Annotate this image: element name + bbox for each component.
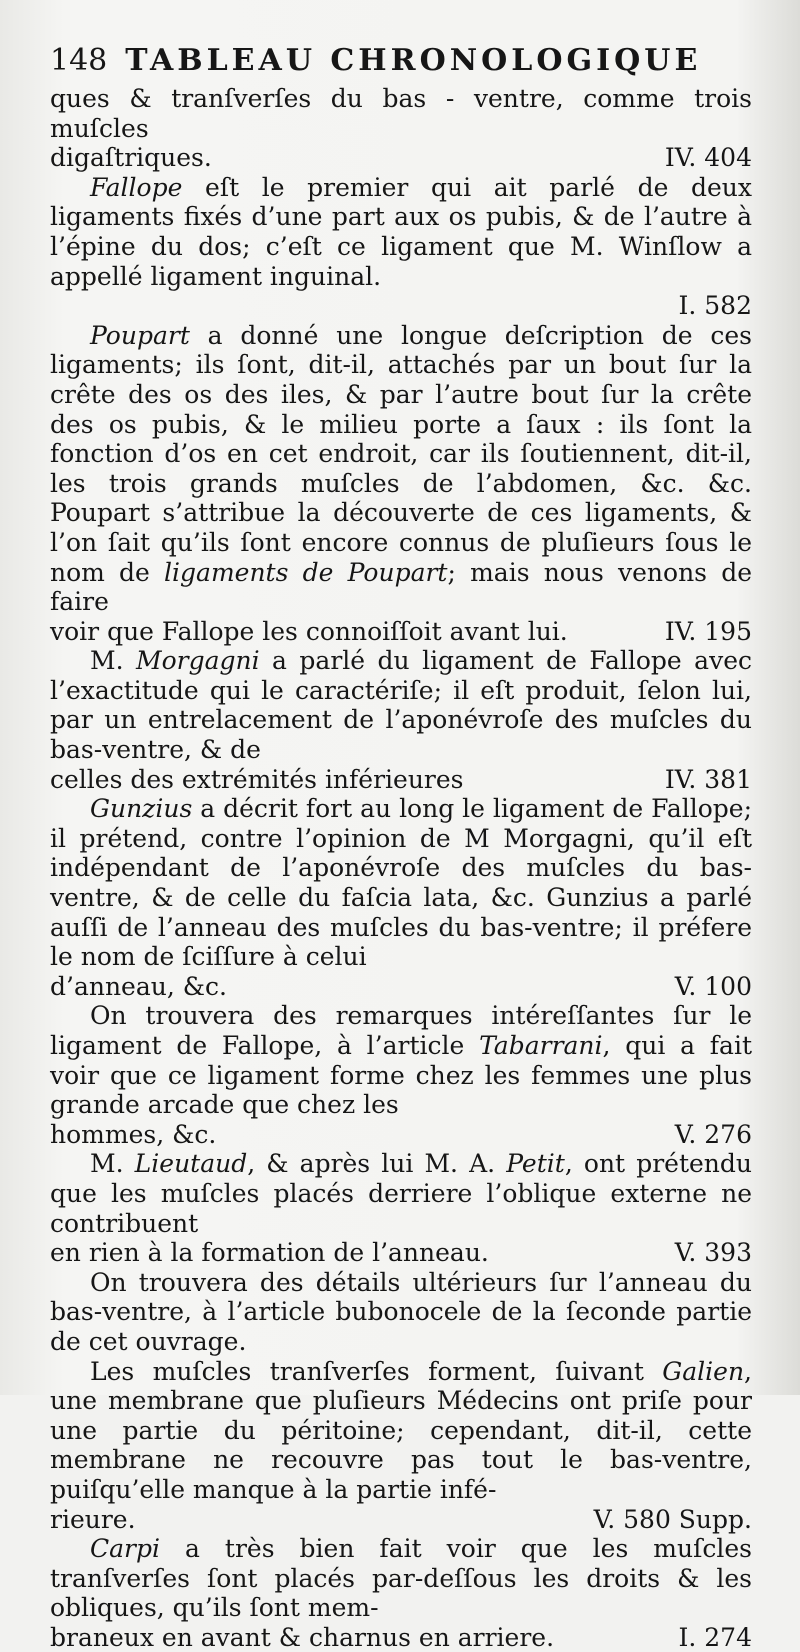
entry-body: Les muſcles tranſverſes forment, ſuivant Galien, une membrane que pluſieurs Médecins ont priſe pour une partie du péritoine; cependant, dit-il, cette membrane ne recouvre pas tout le bas-ventre, puiſqu’elle manque à la partie infé-	[50, 1356, 752, 1504]
author-name: Lieutaud	[134, 1149, 248, 1179]
entry-last-line: celles des extrémités inférieures IV. 381	[50, 764, 752, 794]
entry-last-line: en rien à la formation de l’anneau. V. 393	[50, 1238, 752, 1268]
entry-body: On trouvera des détails ultérieurs ſur l’anneau du bas-ventre, à l’article bubonocele de la ſeconde partie de cet ouvrage.	[50, 1267, 752, 1356]
author-name: Gunzius	[90, 794, 193, 824]
page-header	[50, 40, 752, 82]
entry-body: On trouvera des remarques intéreſſantes ſur le ligament de Fallope, à l’article Tabarrani, qui a fait voir que ce ligament forme chez les femmes une plus grande arcade que chez les	[50, 1001, 752, 1120]
entry-paragraph	[50, 794, 752, 1001]
entry-last-line: braneux en avant & charnus en arriere. I. 274	[50, 1622, 752, 1652]
entry-body: Carpi a très bien fait voir que les muſcles tranſverſes ſont placés par-deſſous les droits & les obliques, qu’ils ſont mem-	[50, 1534, 752, 1623]
entry-paragraph	[50, 1268, 752, 1357]
entry-paragraph	[50, 1534, 752, 1652]
page-number: 148	[50, 43, 108, 78]
entry-last-line: digaſtriques. IV. 404	[50, 143, 752, 173]
entry-last-line: d’anneau, &c. V. 100	[50, 971, 752, 1001]
entry-body: M. Lieutaud, & après lui M. A. Petit, ont prétendu que les muſcles placés derriere l’oblique externe ne contribuent	[50, 1149, 752, 1238]
author-name: Carpi	[90, 1534, 160, 1564]
entry-paragraph	[50, 173, 752, 321]
author-name: Morgagni	[136, 646, 260, 676]
entry-body: Fallope eſt le premier qui ait parlé de deux ligaments fixés d’une part aux os pubis, & de l’autre à l’épine du dos; c’eſt ce ligament que M. Winſlow a appellé ligament inguinal.	[50, 172, 752, 291]
entry-last-line: rieure. V. 580 Supp.	[50, 1504, 752, 1534]
volume-page-reference: V. 100	[674, 971, 752, 1001]
entry-paragraph	[50, 1001, 752, 1149]
entry-body: M. Morgagni a parlé du ligament de Fallope avec l’exactitude qui le caractériſe; il eſt produit, ſelon lui, par un entrelacement de l’aponévroſe des muſcles du bas-ventre, & de	[50, 646, 752, 765]
volume-page-reference: IV. 381	[664, 764, 752, 794]
entry-paragraph	[50, 1357, 752, 1535]
entry-body: Gunzius a décrit fort au long le ligament de Fallope; il prétend, contre l’opinion de M Morgagni, qu’il eſt indépendant de l’aponévroſe des muſcles du bas-ventre, & de celle du faſcia lata, &c. Gunzius a parlé auſſi de l’anneau des muſcles du bas-ventre; il préfere le nom de ſciſſure à celui	[50, 794, 752, 972]
volume-page-reference: V. 276	[674, 1119, 752, 1149]
volume-page-reference: V. 580 Supp.	[593, 1504, 752, 1534]
volume-page-reference: IV. 404	[664, 143, 752, 173]
entry-paragraph	[50, 646, 752, 794]
entry-body: ques & tranſverſes du bas - ventre, comme trois muſcles	[50, 84, 752, 143]
author-name: Fallope	[90, 172, 183, 202]
volume-page-reference: IV. 195	[664, 616, 752, 646]
volume-page-reference: I. 274	[678, 1622, 752, 1652]
running-head: TABLEAU CHRONOLOGIQUE	[125, 43, 702, 78]
entry-last-line: voir que Fallope les connoiſſoit avant lui. IV. 195	[50, 616, 752, 646]
entry-last-line: hommes, &c. V. 276	[50, 1119, 752, 1149]
volume-page-reference: V. 393	[674, 1238, 752, 1268]
entry-body: Poupart a donné une longue deſcription de ces ligaments; ils ſont, dit-il, attachés par un bout ſur la crête des os des iles, & par l’autre bout ſur la crête des os pubis, & le milieu porte a ſaux : ils ſont la fonction d’os en cet endroit, car ils ſoutiennent, dit-il, les trois grands muſcles de l’abdomen, &c. &c. Poupart s’attribue la découverte de ces ligaments, & l’on ſait qu’ils ſont encore connus de pluſieurs ſous le nom de ligaments de Poupart; mais nous venons de faire	[50, 320, 752, 617]
entry-paragraph	[50, 1149, 752, 1267]
volume-page-reference: I. 582	[678, 291, 752, 321]
author-name: Poupart	[90, 320, 190, 350]
entry-paragraph	[50, 321, 752, 647]
entry-paragraph	[50, 84, 752, 173]
